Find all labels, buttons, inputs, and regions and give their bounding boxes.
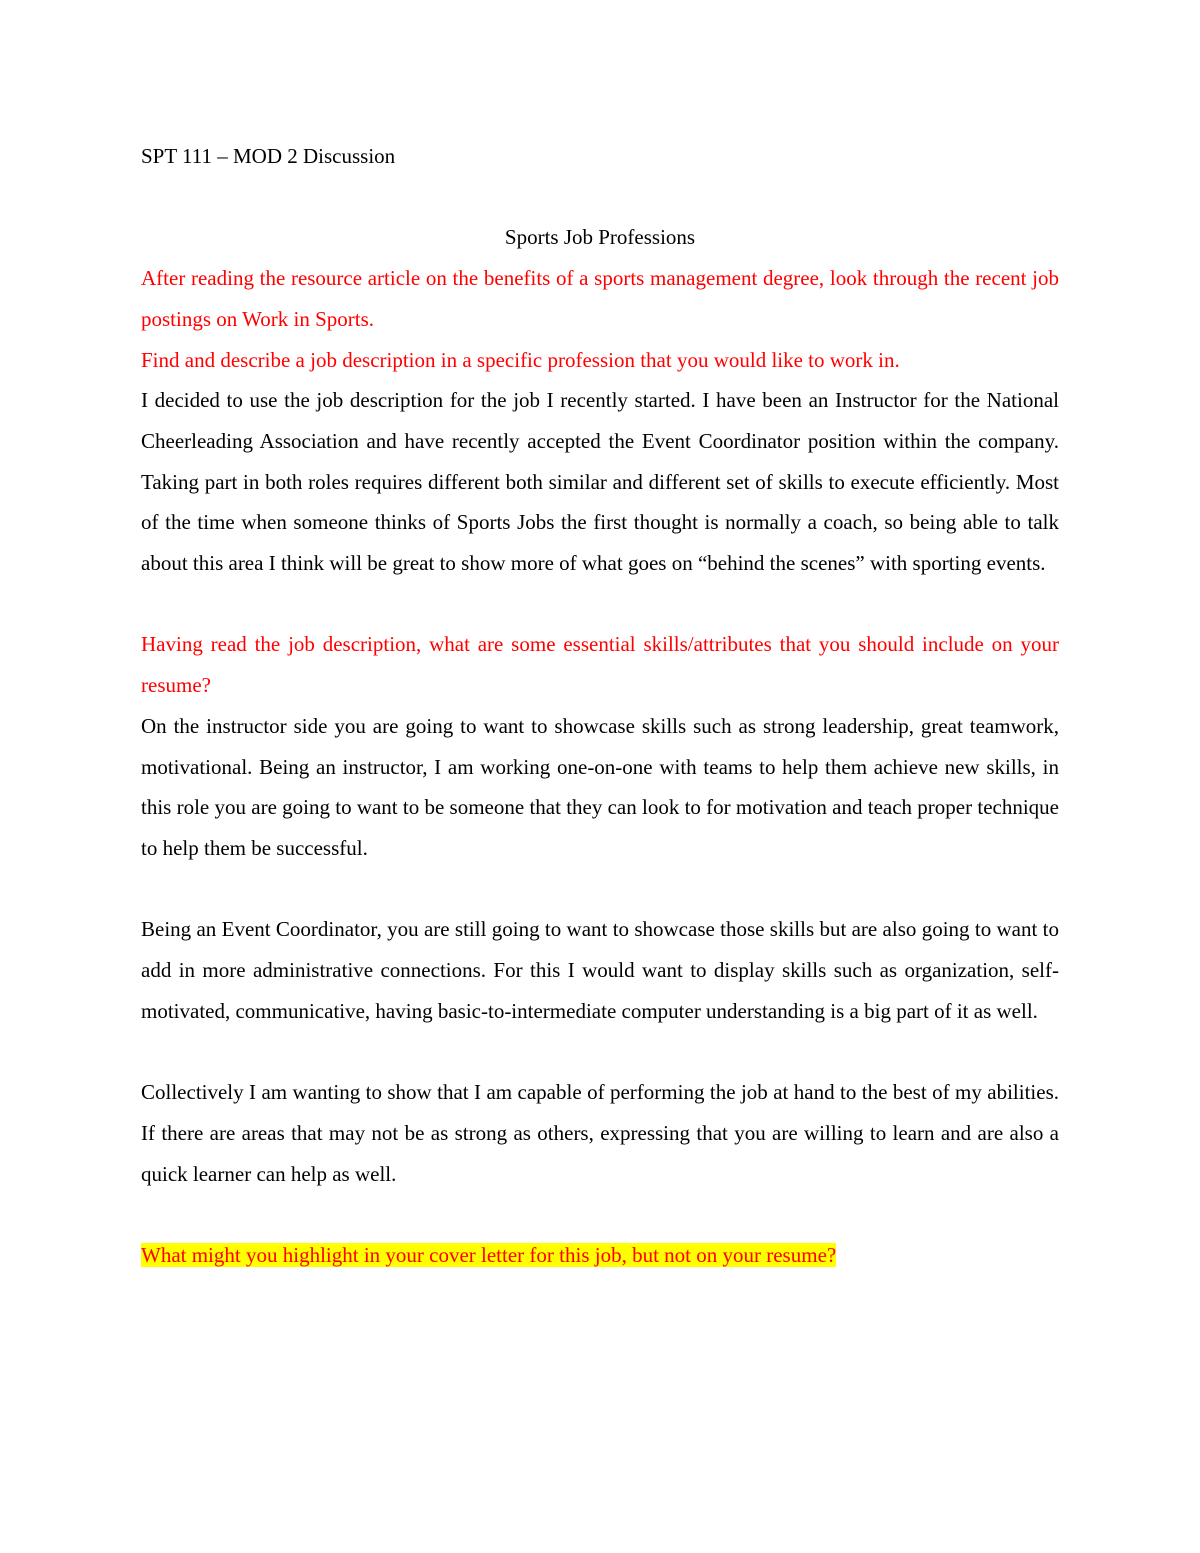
prompt-question-4 [141, 1235, 1059, 1276]
prompt-question-3: Having read the job description, what are some essential skills/attributes that you should include on your resume? [141, 632, 1059, 698]
course-header: SPT 111 – MOD 2 Discussion [141, 144, 396, 168]
answer-paragraph-3: Being an Event Coordinator, you are still going to want to showcase those skills but are also going to want to add in more administrative connections. For this I would want to display skills such as organization, self-motivated, communicative, having basic-to-intermediate computer understanding is a big part of it as well. [141, 917, 1059, 1023]
blank-line [141, 869, 1059, 910]
answer-paragraph-1: I decided to use the job description for the job I recently started. I have been an Instructor for the National Cheerleading Association and have recently accepted the Event Coordinator position within the company. Taking part in both roles requires different both similar and different set of skills to execute efficiently. Most of the time when someone thinks of Sports Jobs the first thought is normally a coach, so being able to talk about this area I think will be great to show more of what goes on “behind the scenes” with sporting events. [141, 388, 1059, 576]
prompt-question-1: After reading the resource article on the benefits of a sports management degree, look through the recent job postings on Work in Sports. [141, 266, 1059, 331]
document-title: Sports Job Professions [504, 225, 696, 250]
prompt-question-2: Find and describe a job description in a specific profession that you would like to work in. [141, 347, 900, 372]
blank-line [141, 177, 1059, 218]
highlighted-question: What might you highlight in your cover letter for this job, but not on your resume? [141, 1242, 837, 1267]
document-body [141, 136, 1059, 1276]
blank-line [141, 584, 1059, 625]
blank-line [141, 1194, 1059, 1235]
answer-paragraph-4: Collectively I am wanting to show that I am capable of performing the job at hand to the best of my abilities. If there are areas that may not be as strong as others, expressing that you are willing to learn and are also a quick learner can help as well. [141, 1080, 1059, 1186]
blank-line [141, 1031, 1059, 1072]
answer-paragraph-2: On the instructor side you are going to want to showcase skills such as strong leadership, great teamwork, motivational. Being an instructor, I am working one-on-one with teams to help them achieve new skills, in this role you are going to want to be someone that they can look to for motivation and teach proper technique to help them be successful. [141, 713, 1059, 860]
